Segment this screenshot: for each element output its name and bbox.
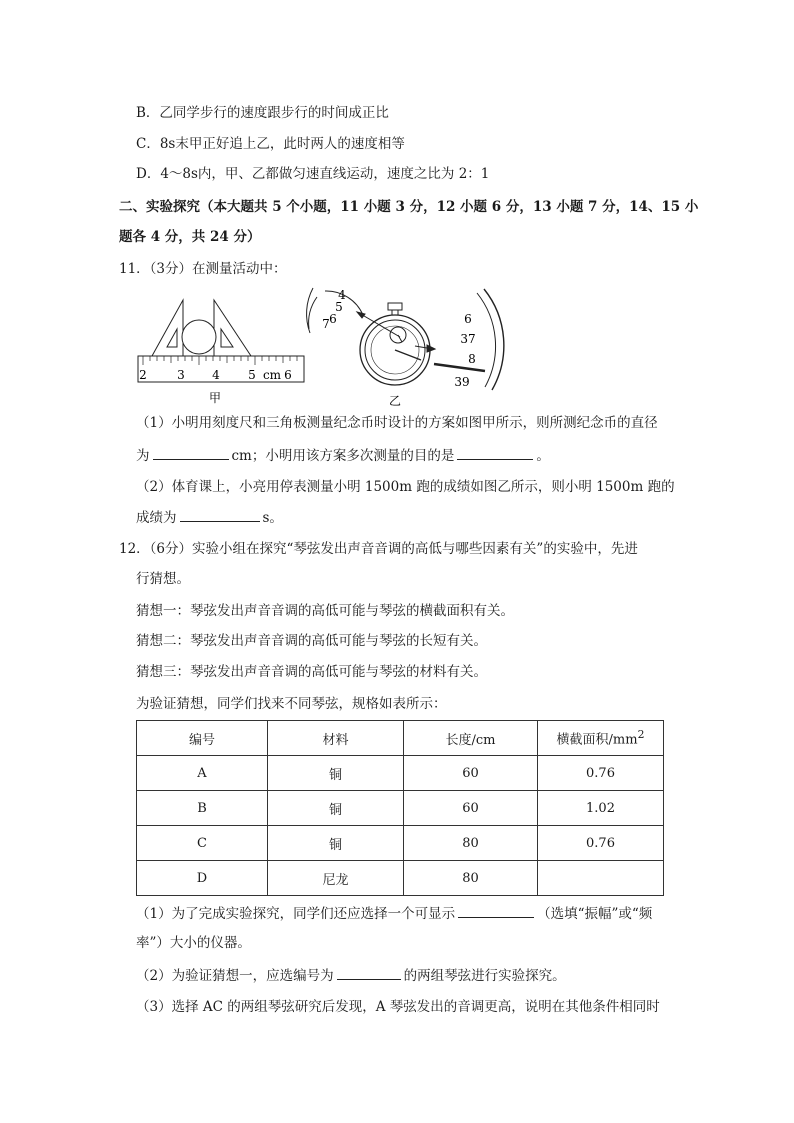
table-row: C 铜 80 0.76 bbox=[137, 826, 664, 861]
table-row: D 尼龙 80 bbox=[137, 861, 664, 896]
answer-blank-purpose[interactable] bbox=[457, 446, 533, 460]
ruler-tick-label: 3 bbox=[177, 368, 185, 382]
ruler-tick-label: 6 bbox=[284, 368, 292, 382]
header-id: 编号 bbox=[137, 721, 268, 756]
table-header-row bbox=[137, 721, 664, 756]
answer-blank-area-cell[interactable] bbox=[538, 861, 664, 896]
table-row: B 铜 60 1.02 bbox=[137, 791, 664, 826]
small-dial-label: 7 bbox=[322, 317, 330, 331]
q12-guess1: 猜想一：琴弦发出声音音调的高低可能与琴弦的横截面积有关。 bbox=[136, 603, 514, 619]
answer-blank-instrument[interactable] bbox=[458, 904, 534, 918]
caption-jia: 甲 bbox=[208, 391, 222, 405]
section-heading-line2: 题各 4 分，共 24 分） bbox=[119, 229, 261, 245]
table-row: A 铜 60 0.76 bbox=[137, 756, 664, 791]
small-dial-label: 5 bbox=[335, 300, 343, 314]
q12-part1-line2: 率”）大小的仪器。 bbox=[136, 935, 251, 951]
ruler-tick-label: 4 bbox=[212, 368, 220, 382]
option-b: B．乙同学步行的速度跟步行的时间成正比 bbox=[136, 105, 389, 121]
section-heading-line1: 二、实验探究（本大题共 5 个小题，11 小题 3 分，12 小题 6 分，13 小题 7 分，14、15 小 bbox=[119, 199, 699, 215]
ruler-tick-label: 2 bbox=[139, 368, 147, 382]
string-spec-table bbox=[136, 720, 664, 896]
q12-guess3: 猜想三：琴弦发出声音音调的高低可能与琴弦的材料有关。 bbox=[136, 664, 487, 680]
q11-part1-line2: 为 cm；小明用该方案多次测量的目的是 。 bbox=[136, 448, 550, 464]
ruler-unit-label: cm bbox=[262, 368, 282, 382]
q11-figure bbox=[135, 283, 520, 410]
small-dial-label: 4 bbox=[338, 288, 346, 302]
q11-part2-line2: 成绩为 s。 bbox=[136, 510, 283, 526]
answer-blank-diameter[interactable] bbox=[153, 446, 229, 460]
caption-yi: 乙 bbox=[388, 394, 402, 408]
option-d: D．4～8s内，甲、乙都做匀速直线运动，速度之比为 2：1 bbox=[136, 166, 490, 182]
small-dial-label: 6 bbox=[329, 312, 337, 326]
answer-blank-time[interactable] bbox=[180, 508, 260, 522]
option-c: C．8s末甲正好追上乙，此时两人的速度相等 bbox=[136, 136, 405, 152]
q12-part2: （2）为验证猜想一，应选编号为 的两组琴弦进行实验探究。 bbox=[136, 968, 566, 984]
q12-part3: （3）选择 AC 的两组琴弦研究后发现，A 琴弦发出的音调更高，说明在其他条件相同时 bbox=[136, 999, 660, 1015]
answer-blank-strings[interactable] bbox=[337, 966, 401, 980]
header-area: 横截面积$/mm^2$ bbox=[538, 721, 664, 756]
q11-stem: 11．（3分）在测量活动中： bbox=[119, 261, 287, 277]
large-dial-label: 39 bbox=[454, 375, 470, 389]
q12-stem-line1: 12．（6分）实验小组在探究“琴弦发出声音音调的高低与哪些因素有关”的实验中，先进 bbox=[119, 541, 638, 557]
q12-guess2: 猜想二：琴弦发出声音音调的高低可能与琴弦的长短有关。 bbox=[136, 633, 487, 649]
header-length: 长度/cm bbox=[404, 721, 538, 756]
large-dial-label: 8 bbox=[468, 352, 476, 366]
q12-table-intro: 为验证猜想，同学们找来不同琴弦，规格如表所示： bbox=[136, 696, 447, 712]
q12-stem-line2: 行猜想。 bbox=[136, 571, 190, 587]
header-material: 材料 bbox=[268, 721, 404, 756]
q12-part1-line1: （1）为了完成实验探究，同学们还应选择一个可显示 （选填“振幅”或“频 bbox=[136, 906, 653, 922]
large-dial-label: 37 bbox=[460, 332, 476, 346]
q11-part2-line1: （2）体育课上，小亮用停表测量小明 1500m 跑的成绩如图乙所示，则小明 1500m 跑的 bbox=[136, 479, 675, 495]
large-dial-label: 6 bbox=[464, 312, 472, 326]
ruler-tick-label: 5 bbox=[248, 368, 256, 382]
q11-part1-line1: （1）小明用刻度尺和三角板测量纪念币时设计的方案如图甲所示，则所测纪念币的直径 bbox=[136, 415, 658, 431]
